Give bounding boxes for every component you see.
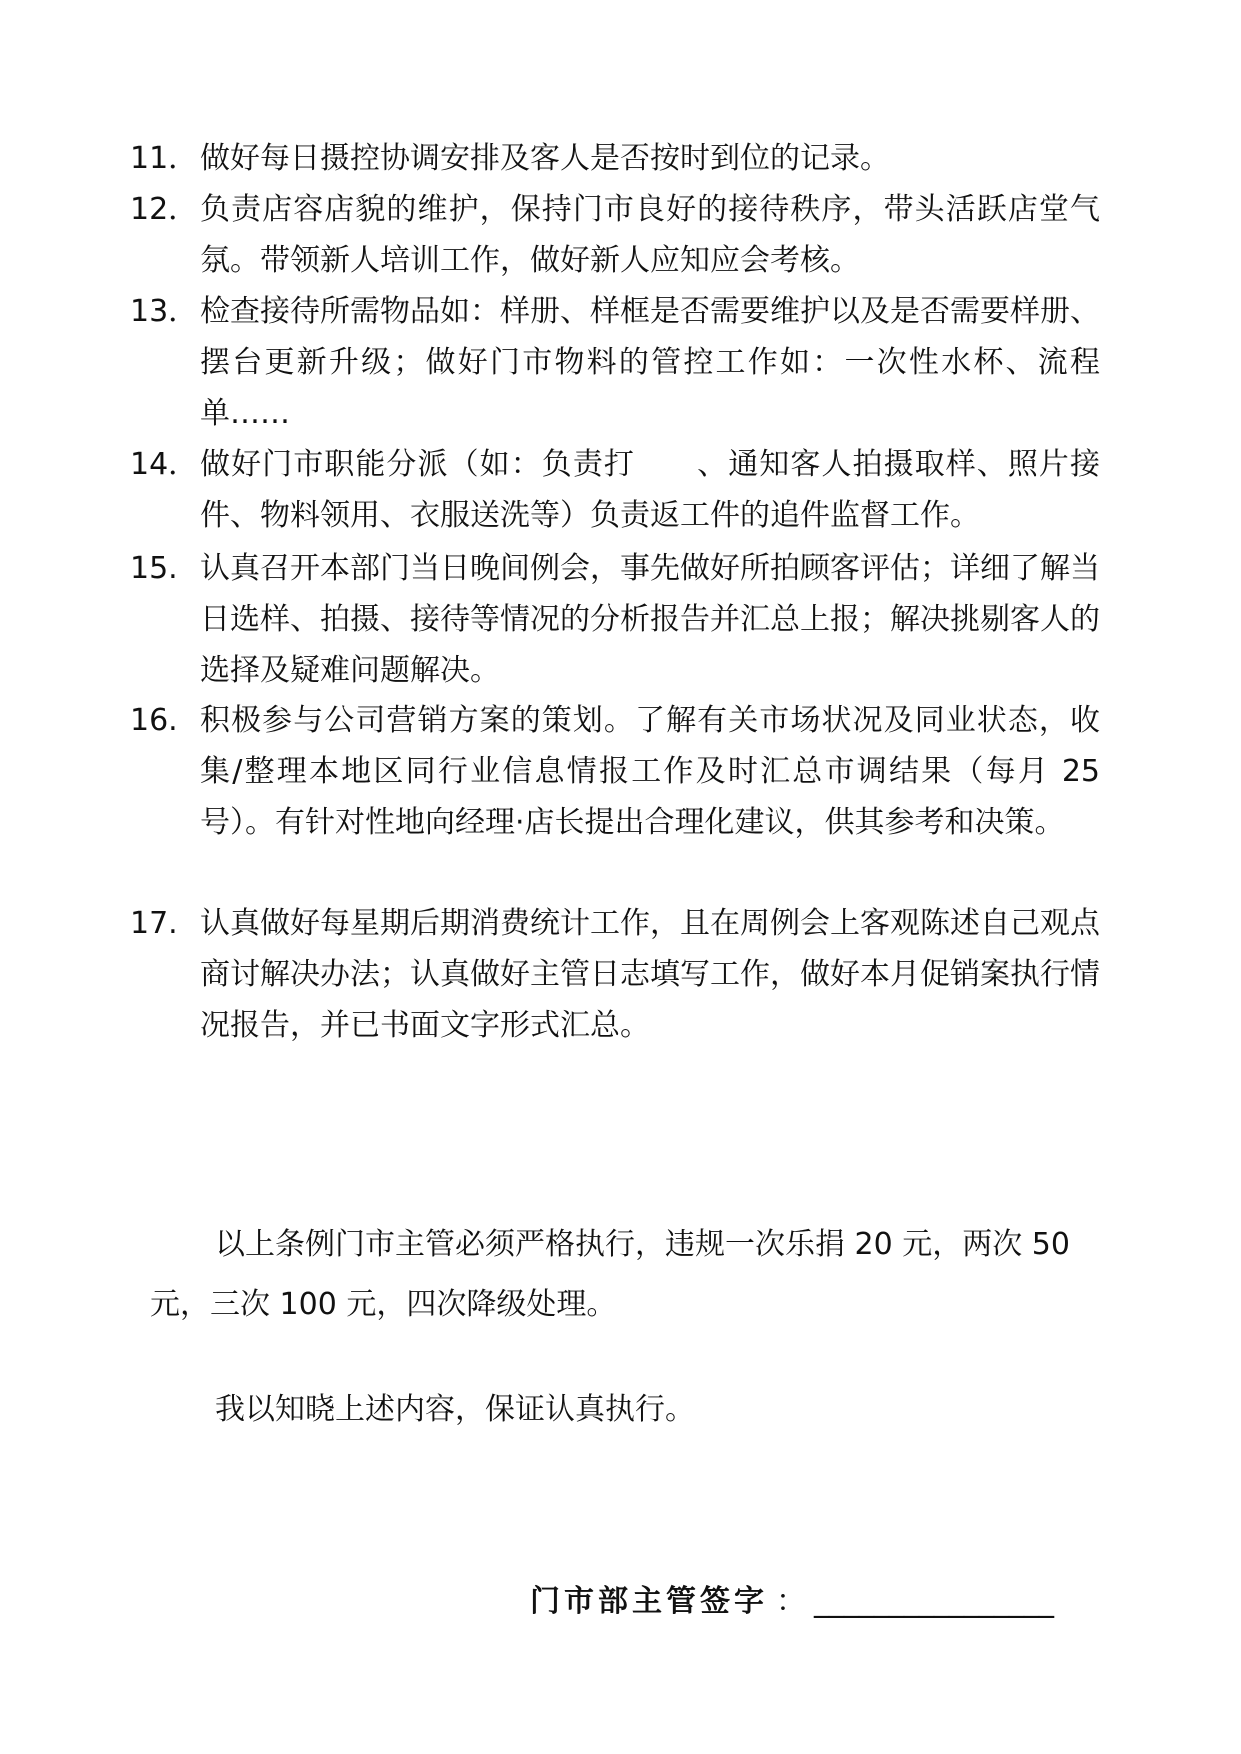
list-item-12	[130, 184, 1100, 286]
acknowledgement-text: 我以知晓上述内容，保证认真执行。	[215, 1392, 695, 1427]
item-text: 做好门市职能分派（如：负责打 、通知客人拍摄取样、照片接件、物料领用、衣服送洗等）负责返工件的追件监督工作。	[200, 447, 1100, 533]
item-number: 15.	[130, 551, 178, 586]
signature-colon: ：	[776, 1584, 806, 1619]
signature-block	[530, 1577, 1054, 1627]
item-text: 认真召开本部门当日晚间例会，事先做好所拍顾客评估；详细了解当日选样、拍摄、接待等情况的分析报告并汇总上报；解决挑剔客人的选择及疑难问题解决。	[200, 551, 1100, 688]
penalty-paragraph: 以上条例门市主管必须严格执行，违规一次乐捐 20 元，两次 50 元，三次 100 元，四次降级处理。	[150, 1227, 1070, 1322]
item-text: 认真做好每星期后期消费统计工作，且在周例会上客观陈述自己观点商讨解决办法；认真做好主管日志填写工作，做好本月促销案执行情况报告，并已书面文字形式汇总。	[200, 906, 1100, 1043]
item-number: 17.	[130, 906, 178, 941]
item-number: 16.	[130, 703, 178, 738]
signature-label: 门市部主管签字	[530, 1584, 768, 1619]
item-number: 13．	[130, 294, 199, 329]
item-text: 做好每日摄控协调安排及客人是否按时到位的记录。	[200, 141, 890, 176]
list-item-11	[130, 133, 1100, 184]
list-item-16	[130, 695, 1100, 848]
list-item-15	[130, 543, 1100, 696]
item-number: 12．	[130, 192, 199, 227]
item-text: 负责店容店貌的维护，保持门市良好的接待秩序，带头活跃店堂气氛。带领新人培训工作，做好新人应知应会考核。	[200, 192, 1100, 278]
item-number: 11．	[130, 141, 199, 176]
list-item-14	[130, 439, 1100, 541]
list-item-13	[130, 286, 1100, 439]
list-item-17	[130, 898, 1100, 1051]
item-text: 检查接待所需物品如：样册、样框是否需要维护以及是否需要样册、摆台更新升级；做好门市物料的管控工作如：一次性水杯、流程单……	[200, 294, 1100, 431]
signature-line: ________________	[814, 1584, 1054, 1619]
item-text: 积极参与公司营销方案的策划。了解有关市场状况及同业状态，收集/整理本地区同行业信息情报工作及时汇总市调结果（每月 25 号）。有针对性地向经理·店长提出合理化建议，供其参考和决策。	[200, 703, 1100, 840]
item-number: 14．	[130, 447, 199, 482]
